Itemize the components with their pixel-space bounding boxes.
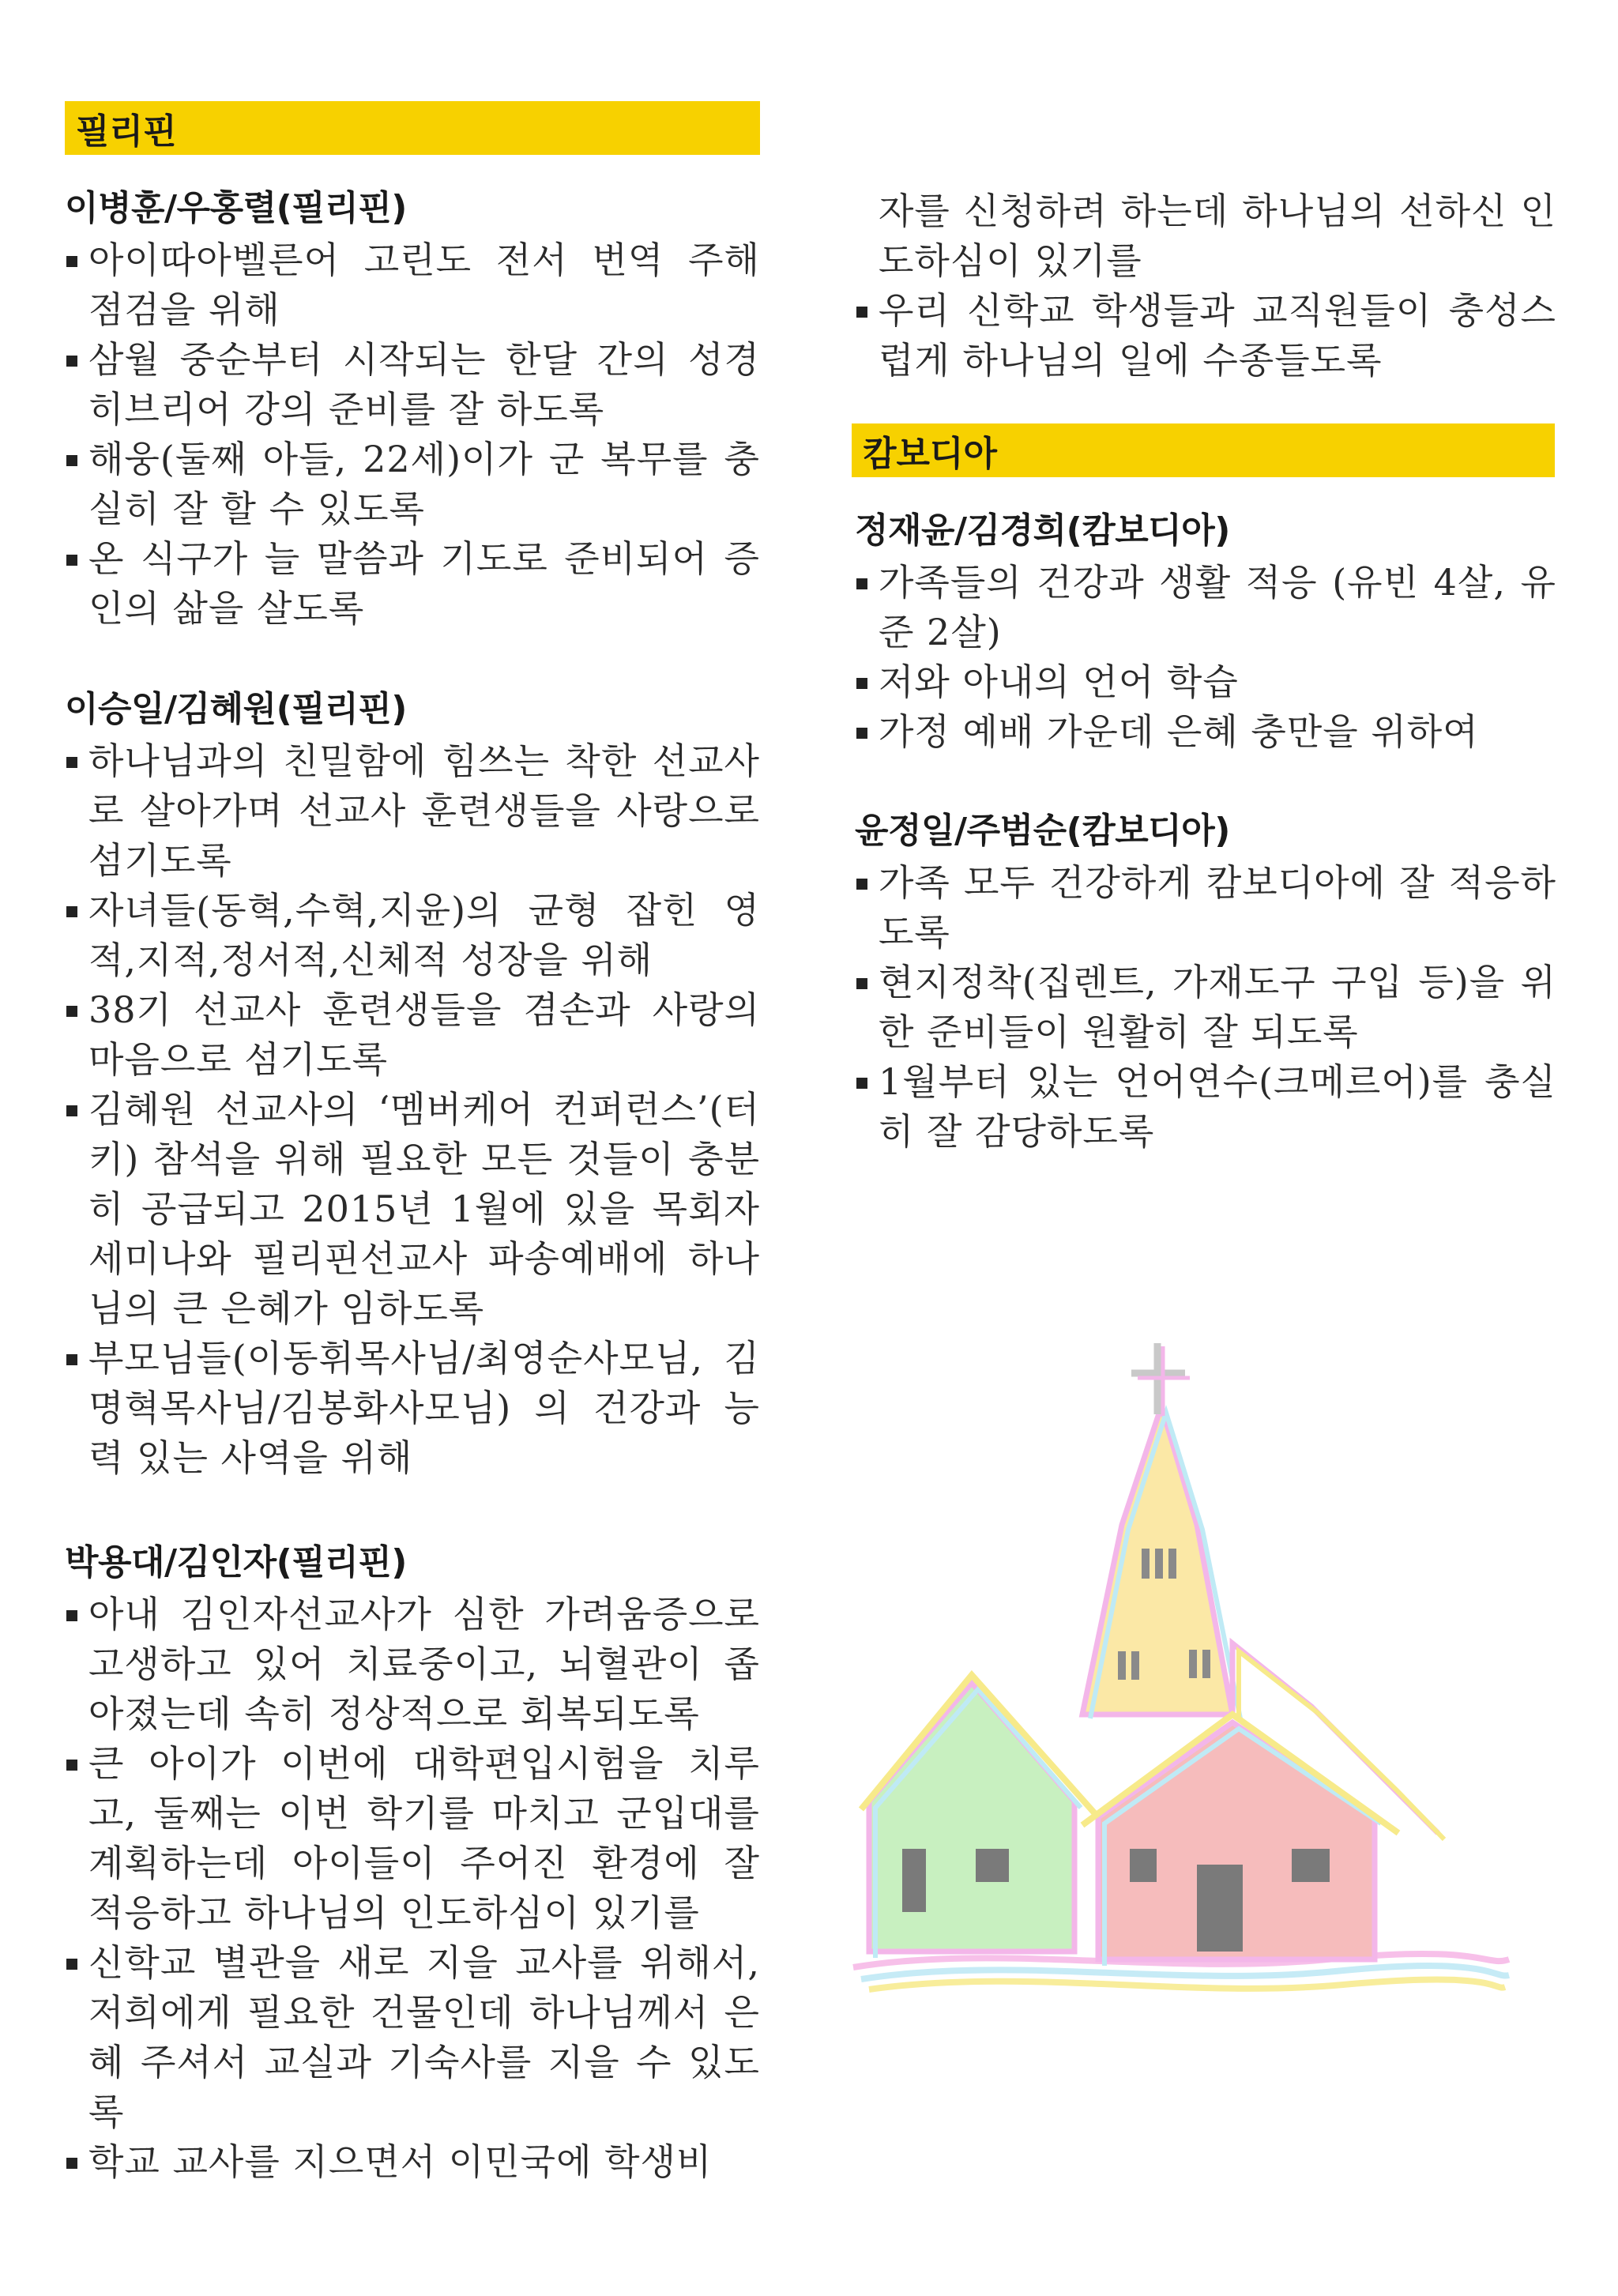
list-item: 학교 교사를 지으면서 이민국에 학생비	[65, 2137, 760, 2187]
prayer-list	[65, 235, 760, 634]
list-item: 가족 모두 건강하게 캄보디아에 잘 적응하도록	[855, 858, 1556, 958]
list-item: 삼월 중순부터 시작되는 한달 간의 성경 히브리어 강의 준비를 잘 하도록	[65, 335, 760, 435]
missionary-name: 윤정일/주범순(캄보디아)	[855, 811, 1230, 851]
prayer-list	[855, 858, 1556, 1157]
continued-entry	[855, 186, 1556, 386]
list-item: 아내 김인자선교사가 심한 가려움증으로 고생하고 있어 치료중이고, 뇌혈관이 좁아졌는데 속히 정상적으로 회복되도록	[65, 1590, 760, 1739]
list-item: 우리 신학교 학생들과 교직원들이 충성스럽게 하나님의 일에 수종들도록	[855, 286, 1556, 386]
prayer-list	[855, 558, 1556, 757]
prayer-list	[65, 1590, 760, 2187]
list-item: 가정 예배 가운데 은혜 충만을 위하여	[855, 707, 1556, 757]
list-item: 신학교 별관을 새로 지을 교사를 위해서, 저희에게 필요한 건물인데 하나님께서 은혜 주셔서 교실과 기숙사를 지을 수 있도록	[65, 1938, 760, 2137]
list-item: 김혜원 선교사의 ‘멤버케어 컨퍼런스’(터키) 참석을 위해 필요한 모든 것들이 충분히 공급되고 2015년 1월에 있을 목회자 세미나와 필리핀선교사 파송예배에 하나님의 큰 은혜가 임하도록	[65, 1085, 760, 1334]
section-title: 캄보디아	[863, 434, 998, 474]
prayer-entry	[65, 684, 760, 1483]
list-item: 아이따아벨른어 고린도 전서 번역 주해 점검을 위해	[65, 235, 760, 335]
prayer-entry	[855, 806, 1556, 1157]
missionary-name: 이승일/김혜원(필리핀)	[65, 689, 407, 729]
church-illustration	[837, 1343, 1517, 2038]
list-item: 자녀들(동혁,수혁,지윤)의 균형 잡힌 영적,지적,정서적,신체적 성장을 위해	[65, 886, 760, 985]
list-item: 온 식구가 늘 말씀과 기도로 준비되어 증인의 삶을 살도록	[65, 534, 760, 634]
list-item: 해웅(둘째 아들, 22세)이가 군 복무를 충실히 잘 할 수 있도록	[65, 435, 760, 534]
list-item: 저와 아내의 언어 학습	[855, 657, 1556, 707]
list-item: 큰 아이가 이번에 대학편입시험을 치루고, 둘째는 이번 학기를 마치고 군입대를 계획하는데 아이들이 주어진 환경에 잘 적응하고 하나님의 인도하심이 있기를	[65, 1739, 760, 1938]
list-item-continued: 자를 신청하려 하는데 하나님의 선하신 인도하심이 있기를	[879, 190, 1556, 282]
list-item: 부모님들(이동휘목사님/최영순사모님, 김명혁목사님/김봉화사모님) 의 건강과 능력 있는 사역을 위해	[65, 1334, 760, 1483]
section-title: 필리핀	[76, 111, 177, 152]
prayer-list	[65, 736, 760, 1483]
prayer-entry	[65, 183, 760, 634]
missionary-name: 정재윤/김경희(캄보디아)	[855, 510, 1230, 551]
list-item: 1월부터 있는 언어연수(크메르어)를 충실히 잘 감당하도록	[855, 1057, 1556, 1157]
list-item: 현지정착(집렌트, 가재도구 구입 등)을 위한 준비들이 원활히 잘 되도록	[855, 958, 1556, 1057]
missionary-name: 이병훈/우홍렬(필리핀)	[65, 188, 407, 228]
prayer-list	[855, 186, 1556, 386]
section-header-cambodia	[852, 423, 1555, 477]
list-item: 하나님과의 친밀함에 힘쓰는 착한 선교사로 살아가며 선교사 훈련생들을 사랑으로 섬기도록	[65, 736, 760, 886]
missionary-name: 박용대/김인자(필리핀)	[65, 1542, 407, 1583]
section-header-philippines	[65, 101, 760, 155]
prayer-entry	[65, 1538, 760, 2187]
list-item: 가족들의 건강과 생활 적응 (유빈 4살, 유준 2살)	[855, 558, 1556, 657]
list-item: 38기 선교사 훈련생들을 겸손과 사랑의 마음으로 섬기도록	[65, 985, 760, 1085]
prayer-entry	[855, 506, 1556, 757]
